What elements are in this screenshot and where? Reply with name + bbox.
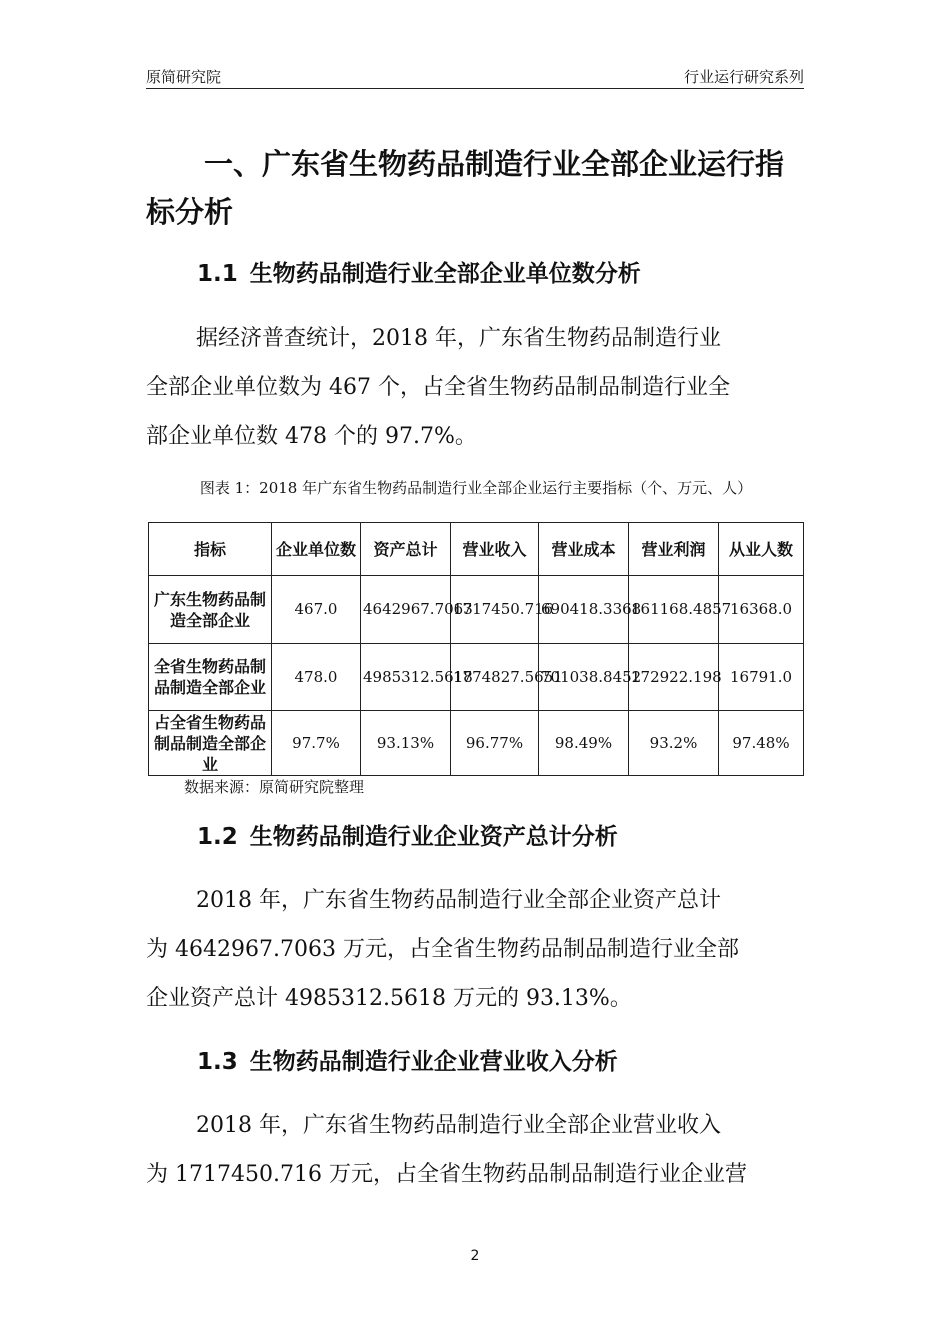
table-header-row xyxy=(149,523,804,576)
table-cell: 16791.0 xyxy=(719,644,804,711)
paragraph-line: 企业资产总计 4985312.5618 万元的 93.13%。 xyxy=(146,986,632,1011)
column-header: 资产总计 xyxy=(361,523,451,576)
table-cell: 93.2% xyxy=(629,711,719,776)
table-cell: 97.48% xyxy=(719,711,804,776)
section-heading-1-2 xyxy=(197,822,618,852)
table-cell: 690418.3368 xyxy=(539,576,629,644)
paragraph-line: 为 1717450.716 万元，占全省生物药品制品制造行业企业营 xyxy=(146,1162,747,1187)
table-cell: 98.49% xyxy=(539,711,629,776)
paragraph-line: 全部企业单位数为 467 个，占全省生物药品制品制造行业全 xyxy=(146,375,730,400)
table-cell: 4985312.5618 xyxy=(361,644,451,711)
section-heading-1-3 xyxy=(197,1047,618,1077)
chapter-heading: 一、广东省生物药品制造行业全部企业运行指标分析 xyxy=(146,147,785,229)
section-number: 1.1 xyxy=(197,261,238,287)
page-number: 2 xyxy=(470,1248,480,1264)
table-cell: 97.7% xyxy=(272,711,361,776)
header-left-org: 原简研究院 xyxy=(146,68,222,86)
paragraph-1-2 xyxy=(146,876,808,1023)
table-cell: 478.0 xyxy=(272,644,361,711)
column-header: 营业成本 xyxy=(539,523,629,576)
section-number: 1.2 xyxy=(197,824,238,850)
table-cell: 4642967.7063 xyxy=(361,576,451,644)
table-row xyxy=(149,576,804,644)
column-header: 企业单位数 xyxy=(272,523,361,576)
row-label: 占全省生物药品制品制造全部企业 xyxy=(149,711,272,776)
paragraph-line: 为 4642967.7063 万元，占全省生物药品制品制造行业全部 xyxy=(146,937,739,962)
column-header: 营业利润 xyxy=(629,523,719,576)
table-cell: 467.0 xyxy=(272,576,361,644)
row-label: 广东生物药品制造全部企业 xyxy=(149,576,272,644)
table-source-note: 数据来源：原简研究院整理 xyxy=(184,778,365,796)
table-cell: 161168.4857 xyxy=(629,576,719,644)
paragraph-line: 2018 年，广东省生物药品制造行业全部企业资产总计 xyxy=(196,888,721,913)
section-title: 生物药品制造行业全部企业单位数分析 xyxy=(249,261,641,287)
paragraph-line: 2018 年，广东省生物药品制造行业全部企业营业收入 xyxy=(196,1113,721,1138)
table-caption: 图表 1：2018 年广东省生物药品制造行业全部企业运行主要指标（个、万元、人） xyxy=(199,479,753,497)
paragraph-line: 据经济普查统计，2018 年，广东省生物药品制造行业 xyxy=(196,326,721,351)
table-cell: 1774827.5651 xyxy=(451,644,539,711)
column-header: 从业人数 xyxy=(719,523,804,576)
table-cell: 701038.8452 xyxy=(539,644,629,711)
indicator-table xyxy=(148,522,804,776)
section-title: 生物药品制造行业企业资产总计分析 xyxy=(249,824,618,850)
header-right-series: 行业运行研究系列 xyxy=(683,68,804,86)
section-number: 1.3 xyxy=(197,1049,238,1075)
table-row xyxy=(149,711,804,776)
table-cell: 93.13% xyxy=(361,711,451,776)
table-cell: 16368.0 xyxy=(719,576,804,644)
paragraph-line: 部企业单位数 478 个的 97.7%。 xyxy=(146,424,477,449)
table-cell: 172922.198 xyxy=(629,644,719,711)
section-title: 生物药品制造行业企业营业收入分析 xyxy=(249,1049,618,1075)
column-header: 指标 xyxy=(149,523,272,576)
paragraph-1-1 xyxy=(146,314,808,461)
row-label: 全省生物药品制品制造全部企业 xyxy=(149,644,272,711)
paragraph-1-3 xyxy=(146,1101,808,1199)
table-cell: 1717450.716 xyxy=(451,576,539,644)
table-row xyxy=(149,644,804,711)
header-divider xyxy=(146,88,804,89)
section-heading-1-1 xyxy=(197,259,641,289)
table-cell: 96.77% xyxy=(451,711,539,776)
column-header: 营业收入 xyxy=(451,523,539,576)
